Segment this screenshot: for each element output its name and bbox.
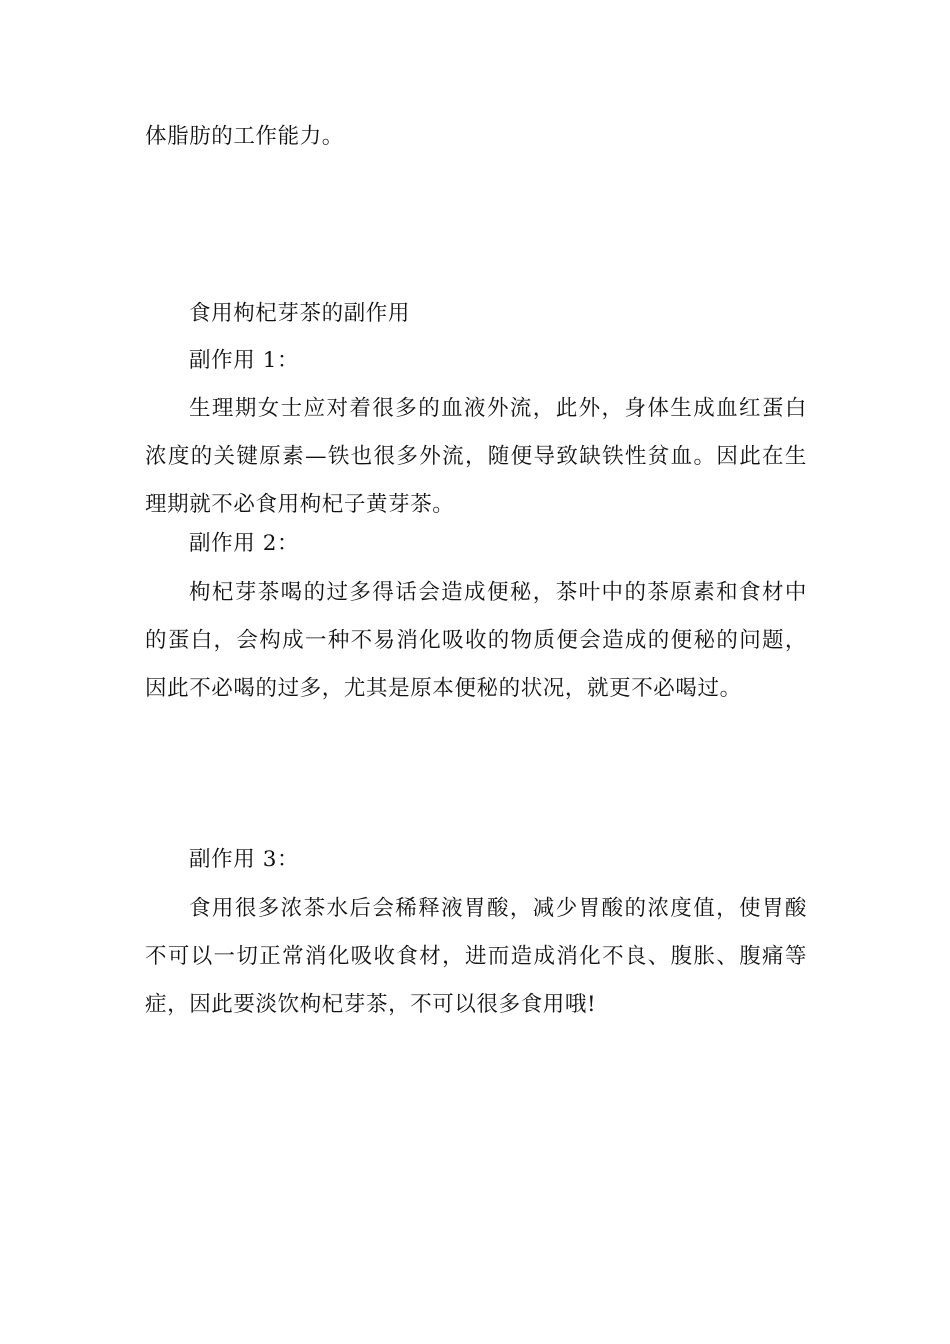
side-effect-2-text: 枸杞芽茶喝的过多得话会造成便秘，茶叶中的茶原素和食材中的蛋白，会构成一种不易消化吸收的物质便会造成的便秘的问题，因此不必喝的过多，尤其是原本便秘的状况，就更不必喝过。 <box>145 580 807 701</box>
side-effect-1-text: 生理期女士应对着很多的血液外流，此外，身体生成血红蛋白浓度的关键原素—铁也很多外流，随便导致缺铁性贫血。因此在生理期就不必食用枸杞子黄芽茶。 <box>145 396 807 517</box>
section-title: 食用枸杞芽茶的副作用 <box>189 301 411 326</box>
side-effect-1-label: 副作用 1： <box>189 348 300 373</box>
continuation-paragraph: 体脂肪的工作能力。 <box>145 124 344 149</box>
side-effect-2-label: 副作用 2： <box>189 531 300 556</box>
side-effect-3-label: 副作用 3： <box>189 847 300 872</box>
side-effect-3-text: 食用很多浓茶水后会稀释液胃酸，减少胃酸的浓度值，使胃酸不可以一切正常消化吸收食材，进而造成消化不良、腹胀、腹痛等症，因此要淡饮枸杞芽茶，不可以很多食用哦! <box>145 896 807 1017</box>
